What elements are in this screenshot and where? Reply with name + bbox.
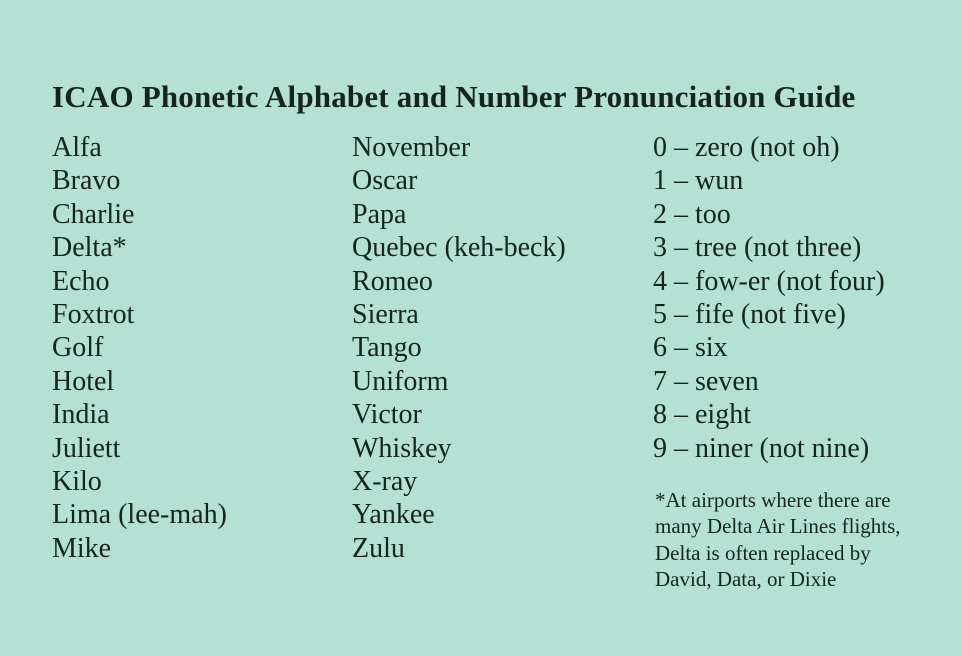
number-entry: 2 – too [653,198,731,230]
alphabet-column-1 [52,131,347,565]
alphabet-entry: Foxtrot [52,299,135,331]
number-entry: 5 – fife (not five) [653,299,846,331]
delta-footnote [655,487,955,593]
alphabet-entry: Uniform [352,365,449,397]
alphabet-entry: Tango [352,332,422,364]
alphabet-entry: Quebec (keh-beck) [352,232,566,264]
alphabet-entry: Zulu [352,532,405,564]
number-entry: 1 – wun [653,165,744,197]
alphabet-entry: Whiskey [352,432,452,464]
footnote-line: Delta is often replaced by [655,540,871,565]
number-entry: 7 – seven [653,365,759,397]
alphabet-entry: Mike [52,532,112,564]
footnote-line: many Delta Air Lines flights, [655,514,901,539]
page-title: ICAO Phonetic Alphabet and Number Pronunciation Guide [52,78,856,114]
alphabet-entry: Echo [52,265,110,297]
number-entry: 4 – fow-er (not four) [653,265,885,297]
alphabet-entry: Hotel [52,365,115,397]
alphabet-entry: Juliett [52,432,121,464]
alphabet-entry: Bravo [52,165,121,197]
alphabet-entry: Alfa [52,132,102,163]
alphabet-entry: Oscar [352,165,418,197]
number-pronunciation-column [653,131,958,465]
number-entry: 9 – niner (not nine) [653,432,870,464]
alphabet-entry: Charlie [52,198,135,230]
alphabet-entry: Papa [352,198,407,230]
alphabet-entry: Lima (lee-mah) [52,499,227,531]
number-entry: 3 – tree (not three) [653,232,862,264]
alphabet-entry: November [352,132,471,163]
number-entry: 0 – zero (not oh) [653,132,840,163]
alphabet-entry: Golf [52,332,104,364]
alphabet-column-2 [352,131,647,565]
alphabet-entry: Sierra [352,299,419,331]
alphabet-entry: Delta* [52,232,127,264]
number-entry: 8 – eight [653,399,751,431]
alphabet-entry: Victor [352,399,422,431]
alphabet-entry: X-ray [352,466,418,498]
footnote-line: David, Data, or Dixie [655,567,837,592]
alphabet-entry: Yankee [352,499,435,531]
footnote-line: *At airports where there are [655,488,891,512]
number-entry: 6 – six [653,332,728,364]
alphabet-entry: Kilo [52,466,102,498]
alphabet-entry: India [52,399,110,431]
alphabet-entry: Romeo [352,265,433,297]
